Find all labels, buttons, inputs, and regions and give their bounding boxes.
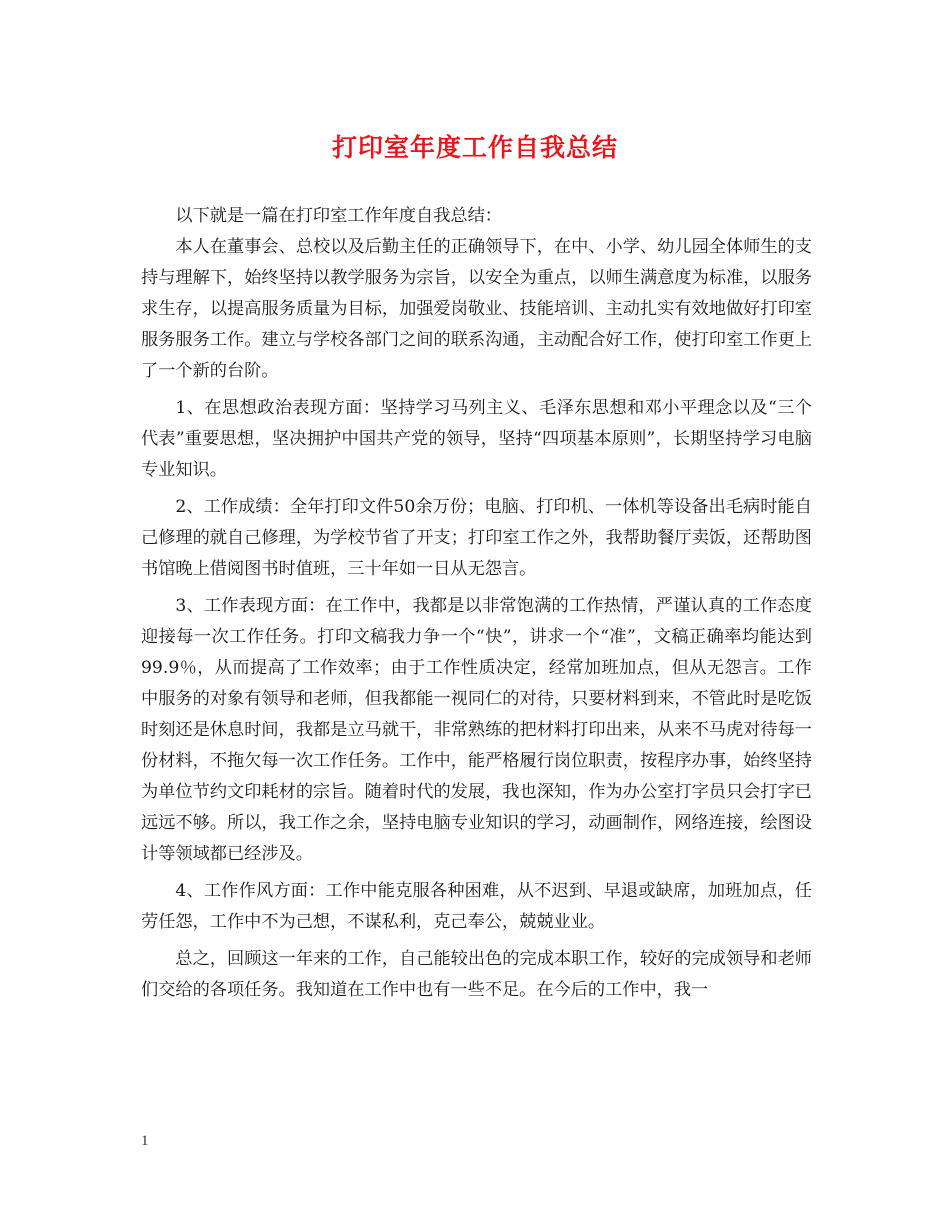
paragraph-work-style: 4、工作作风方面：工作中能克服各种困难，从不迟到、早退或缺席，加班加点，任劳任怨，工作中不为己想，不谋私利，克己奉公，兢兢业业。: [141, 881, 812, 932]
page-number: 1: [141, 1133, 149, 1149]
paragraph-overview: 本人在董事会、总校以及后勤主任的正确领导下，在中、小学、幼儿园全体师生的支持与理解下，始终坚持以教学服务为宗旨，以安全为重点，以师生满意度为标准，以服务求生存，以提高服务质量为目标，加强爱岗敬业、技能培训、主动扎实有效地做好打印室服务服务工作。建立与学校各部门之间的联系沟通，主动配合好工作，使打印室工作更上了一个新的台阶。: [141, 237, 812, 381]
paragraph-summary: 总之，回顾这一年来的工作，自己能较出色的完成本职工作，较好的完成领导和老师们交给的各项任务。我知道在工作中也有一些不足。在今后的工作中，我一: [141, 949, 812, 1000]
paragraph-achievements: 2、工作成绩：全年打印文件50余万份；电脑、打印机、一体机等设备出毛病时能自己修理的就自己修理，为学校节省了开支；打印室工作之外，我帮助餐厅卖饭，还帮助图书馆晚上借阅图书时值班，三十年如一日从无怨言。: [141, 497, 812, 579]
paragraph-intro: 以下就是一篇在打印室工作年度自我总结：: [175, 206, 502, 226]
paragraph-political: 1、在思想政治表现方面：坚持学习马列主义、毛泽东思想和邓小平理念以及“三个代表”重要思想，坚决拥护中国共产党的领导，坚持“四项基本原则”，长期坚持学习电脑专业知识。: [141, 398, 812, 480]
document-title: 打印室年度工作自我总结: [331, 133, 618, 162]
paragraph-performance: 3、工作表现方面：在工作中，我都是以非常饱满的工作热情，严谨认真的工作态度迎接每一次工作任务。打印文稿我力争一个“快”，讲求一个“准”，文稿正确率均能达到99.9％，从而提高了工作效率；由于工作性质决定，经常加班加点，但从无怨言。工作中服务的对象有领导和老师，但我都能一视同仁的对待，只要材料到来，不管此时是吃饭时刻还是休息时间，我都是立马就干，非常熟练的把材料打印出来，从来不马虎对待每一份材料，不拖欠每一次工作任务。工作中，能严格履行岗位职责，按程序办事，始终坚持为单位节约文印耗材的宗旨。随着时代的发展，我也深知，作为办公室打字员只会打字已远远不够。所以，我工作之余，坚持电脑专业知识的学习，动画制作，网络连接，绘图设计等领域都已经涉及。: [141, 596, 812, 864]
document-body: [141, 201, 812, 1012]
